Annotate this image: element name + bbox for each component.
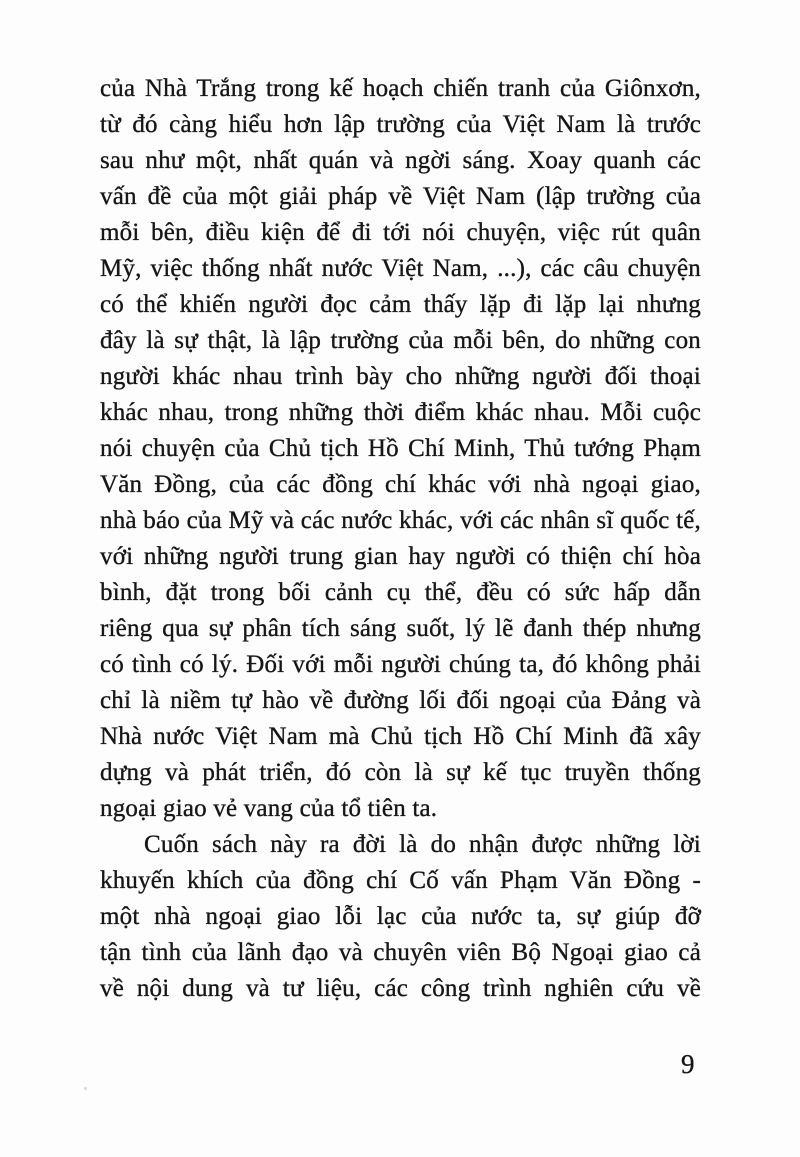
text-line: khác nhau, trong những thời điểm khác nhau. Mỗi cuộc xyxy=(100,399,701,426)
text-line: tận tình của lãnh đạo và chuyên viên Bộ Ngoại giao cả xyxy=(100,939,701,966)
text-line: sau như một, nhất quán và ngời sáng. Xoay quanh các xyxy=(100,147,701,174)
text-line: chỉ là niềm tự hào về đường lối đối ngoại của Đảng và xyxy=(100,687,701,714)
text-line: Mỹ, việc thống nhất nước Việt Nam, ...), các câu chuyện xyxy=(100,255,701,282)
text-line: khuyến khích của đồng chí Cố vấn Phạm Văn Đồng - xyxy=(100,867,701,894)
text-line: với những người trung gian hay người có thiện chí hòa xyxy=(100,543,701,570)
text-line: dựng và phát triển, đó còn là sự kế tục truyền thống xyxy=(100,759,701,786)
text-line: một nhà ngoại giao lỗi lạc của nước ta, sự giúp đỡ xyxy=(100,903,701,930)
page-text-block xyxy=(100,71,701,1007)
text-line: có thể khiến người đọc cảm thấy lặp đi lặp lại nhưng xyxy=(100,291,701,318)
text-line: đây là sự thật, là lập trường của mỗi bên, do những con xyxy=(100,327,701,354)
text-line: người khác nhau trình bày cho những người đối thoại xyxy=(100,363,701,390)
scan-speck xyxy=(84,1087,87,1090)
text-line: bình, đặt trong bối cảnh cụ thể, đều có sức hấp dẫn xyxy=(100,579,701,606)
text-line: mỗi bên, điều kiện để đi tới nói chuyện, việc rút quân xyxy=(100,219,701,246)
text-line: Văn Đồng, của các đồng chí khác với nhà ngoại giao, xyxy=(100,471,701,498)
page-number: 9 xyxy=(681,1049,695,1079)
text-line: vấn đề của một giải pháp về Việt Nam (lập trường của xyxy=(100,183,701,210)
text-line: Cuốn sách này ra đời là do nhận được những lời xyxy=(144,831,701,858)
text-line: nói chuyện của Chủ tịch Hồ Chí Minh, Thủ tướng Phạm xyxy=(100,435,701,462)
text-line: riêng qua sự phân tích sáng suốt, lý lẽ đanh thép nhưng xyxy=(100,615,701,642)
text-line: từ đó càng hiểu hơn lập trường của Việt Nam là trước xyxy=(100,111,701,138)
text-line: ngoại giao vẻ vang của tổ tiên ta. xyxy=(100,795,438,822)
text-line: nhà báo của Mỹ và các nước khác, với các nhân sĩ quốc tế, xyxy=(100,507,701,534)
text-line: của Nhà Trắng trong kế hoạch chiến tranh của Giônxơn, xyxy=(100,75,701,102)
text-line: có tình có lý. Đối với mỗi người chúng ta, đó không phải xyxy=(100,651,701,678)
text-line: Nhà nước Việt Nam mà Chủ tịch Hồ Chí Minh đã xây xyxy=(100,723,701,750)
text-line: về nội dung và tư liệu, các công trình nghiên cứu về xyxy=(100,975,701,1002)
